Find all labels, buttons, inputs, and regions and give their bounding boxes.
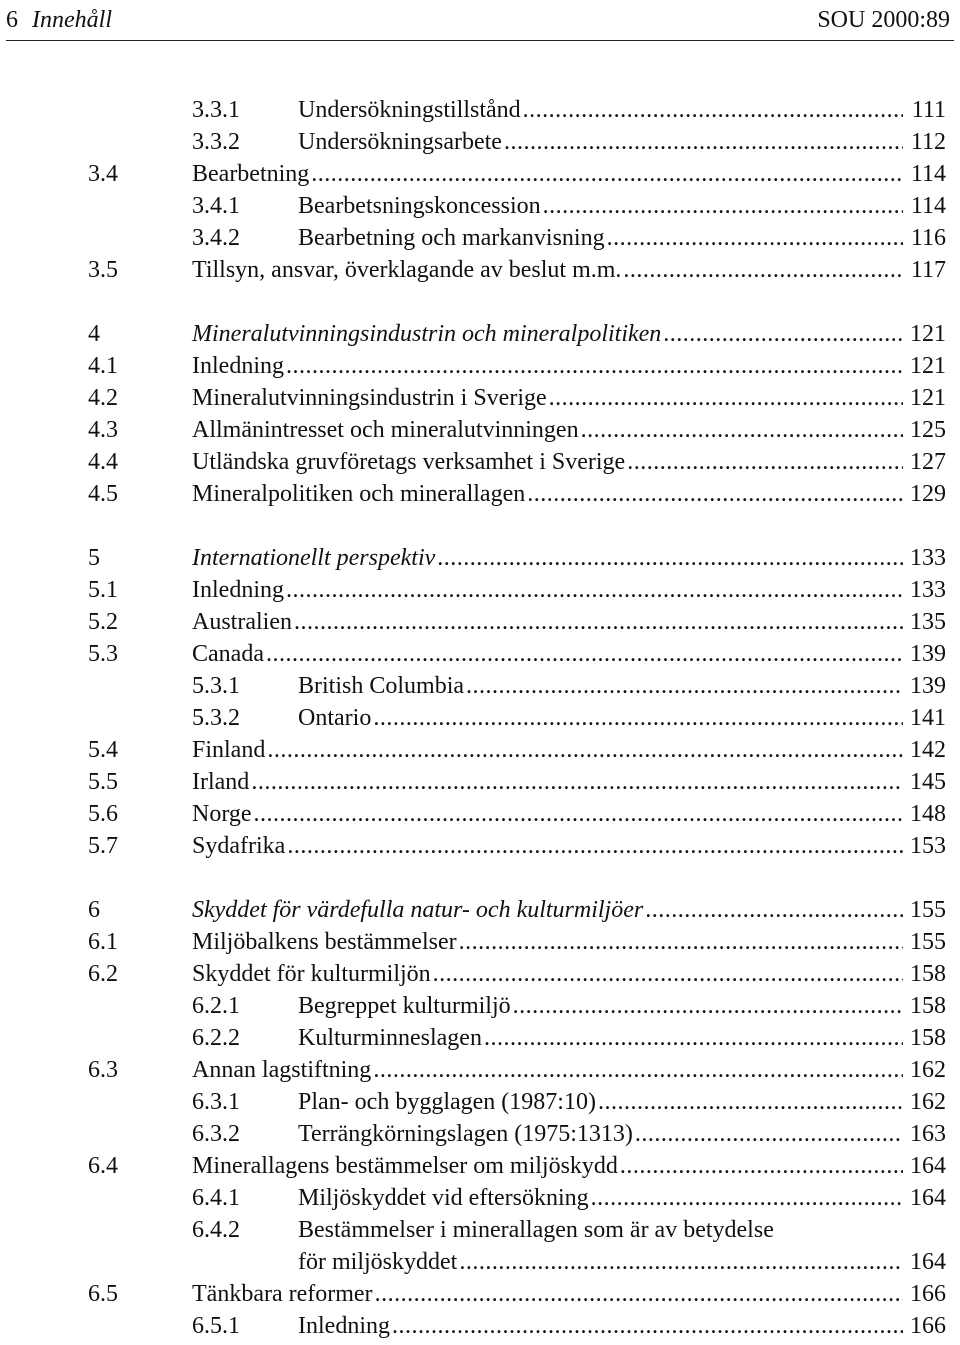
toc-entry-line	[298, 190, 946, 222]
dot-leader	[287, 830, 903, 862]
toc-entry-line	[298, 1118, 946, 1150]
toc-entry[interactable]	[0, 990, 960, 1022]
dot-leader	[466, 670, 903, 702]
dot-leader	[286, 350, 903, 382]
toc-entry-page: 162	[910, 1089, 946, 1115]
toc-entry-line	[192, 382, 946, 414]
dot-leader	[635, 1118, 903, 1150]
toc-entry-page: 112	[910, 129, 946, 155]
toc-entry-line	[298, 1022, 946, 1054]
dot-leader	[251, 766, 903, 798]
toc-entry-page: 166	[910, 1313, 946, 1339]
toc-entry[interactable]	[0, 222, 960, 254]
section-title: Innehåll	[32, 7, 112, 33]
toc-entry-title: Bearbetning	[192, 161, 310, 187]
toc-entry-line	[192, 1150, 946, 1182]
toc-entry-line	[192, 318, 946, 350]
toc-entry[interactable]	[0, 1086, 960, 1118]
toc-entry-page: 153	[910, 833, 946, 859]
toc-entry-line	[192, 1054, 946, 1086]
toc-entry-title: Bearbetning och markanvisning	[298, 225, 605, 251]
dot-leader	[543, 190, 903, 222]
toc-entry-title: Allmänintresset och mineralutvinningen	[192, 417, 579, 443]
dot-leader	[620, 1150, 903, 1182]
toc-entry-number: 6.2	[88, 961, 118, 987]
dot-leader	[513, 990, 903, 1022]
toc-entry-title: British Columbia	[298, 673, 465, 699]
report-id: SOU 2000:89	[817, 7, 950, 33]
toc-entry-number: 6.3	[88, 1057, 118, 1083]
toc-entry[interactable]	[0, 894, 960, 926]
toc-entry[interactable]	[0, 126, 960, 158]
toc-entry-title: Canada	[192, 641, 264, 667]
toc-entry[interactable]	[0, 190, 960, 222]
toc-entry-number: 4.5	[88, 481, 118, 507]
toc-entry-page: 145	[910, 769, 946, 795]
toc-entry-number: 6.4	[88, 1153, 118, 1179]
toc-entry-line	[192, 254, 946, 286]
toc-entry-title: Mineralutvinningsindustrin och mineralpolitiken	[192, 321, 662, 347]
toc-entry-title: Australien	[192, 609, 292, 635]
toc-entry[interactable]	[0, 1054, 960, 1086]
toc-entry-number: 4.3	[88, 417, 118, 443]
toc-entry-page: 114	[910, 161, 946, 187]
toc-entry[interactable]	[0, 830, 960, 862]
toc-entry-title: Utländska gruvföretags verksamhet i Sverige	[192, 449, 626, 475]
toc-entry[interactable]	[0, 318, 960, 350]
toc-entry-line	[192, 638, 946, 670]
toc-entry-line	[192, 414, 946, 446]
toc-entry-page: 155	[910, 897, 946, 923]
toc-entry-page: 129	[910, 481, 946, 507]
toc-entry-title: Bestämmelser i minerallagen som är av betydelse	[298, 1217, 774, 1243]
toc-entry[interactable]	[0, 1182, 960, 1214]
toc-entry-number: 6.5.1	[192, 1313, 240, 1339]
toc-entry-title: Minerallagens bestämmelser om miljöskydd	[192, 1153, 618, 1179]
toc-entry-page: 125	[910, 417, 946, 443]
toc-entry[interactable]	[0, 1246, 960, 1278]
dot-leader	[504, 126, 903, 158]
toc-entry-number: 6.4.1	[192, 1185, 240, 1211]
toc-entry-line	[192, 958, 946, 990]
dot-leader	[294, 606, 903, 638]
toc-entry[interactable]	[0, 670, 960, 702]
toc-entry-number: 4.4	[88, 449, 118, 475]
toc-entry[interactable]	[0, 158, 960, 190]
toc-entry[interactable]	[0, 1118, 960, 1150]
toc-entry-number: 6.2.1	[192, 993, 240, 1019]
dot-leader	[459, 1246, 903, 1278]
toc-entry-number: 5.4	[88, 737, 118, 763]
toc-entry-title: Mineralpolitiken och minerallagen	[192, 481, 526, 507]
toc-entry-page: 166	[910, 1281, 946, 1307]
toc-entry-number: 6	[88, 897, 100, 923]
toc-entry-number: 6.2.2	[192, 1025, 240, 1051]
toc-entry-line	[298, 1086, 946, 1118]
toc-entry[interactable]	[0, 1022, 960, 1054]
toc-entry-title: Undersökningsarbete	[298, 129, 502, 155]
toc-entry[interactable]	[0, 542, 960, 574]
toc-entry-line	[192, 446, 946, 478]
dot-leader	[311, 158, 903, 190]
toc-entry-number: 4.2	[88, 385, 118, 411]
toc-entry-page: 121	[910, 353, 946, 379]
toc-entry-number: 5	[88, 545, 100, 571]
toc-entry-title: Internationellt perspektiv	[192, 545, 436, 571]
toc-entry[interactable]	[0, 734, 960, 766]
toc-entry-page: 116	[910, 225, 946, 251]
toc-entry-line	[192, 798, 946, 830]
header-left	[6, 0, 112, 40]
toc-entry-title: Plan- och bygglagen (1987:10)	[298, 1089, 596, 1115]
toc-entry-number: 3.5	[88, 257, 118, 283]
toc-entry-page: 162	[910, 1057, 946, 1083]
toc-entry-line	[192, 478, 946, 510]
toc-entry-line	[298, 1246, 946, 1278]
toc-entry-line	[298, 702, 946, 734]
dot-leader	[373, 1054, 903, 1086]
toc-entry-number: 5.3	[88, 641, 118, 667]
toc-entry-number: 4	[88, 321, 100, 347]
toc-entry-page: 127	[910, 449, 946, 475]
toc-entry-page: 164	[910, 1185, 946, 1211]
toc-entry-number: 5.3.2	[192, 705, 240, 731]
toc-entry-title: Mineralutvinningsindustrin i Sverige	[192, 385, 547, 411]
dot-leader	[373, 702, 903, 734]
toc-entry-number: 3.4.1	[192, 193, 240, 219]
toc-entry-page: 121	[910, 385, 946, 411]
toc-entry[interactable]	[0, 446, 960, 478]
running-header	[6, 0, 954, 41]
toc-entry[interactable]	[0, 1278, 960, 1310]
toc-entry-number: 5.1	[88, 577, 118, 603]
toc-entry[interactable]	[0, 574, 960, 606]
toc-entry-page: 139	[910, 673, 946, 699]
toc-entry[interactable]	[0, 798, 960, 830]
toc-entry-page: 163	[910, 1121, 946, 1147]
toc-entry-line	[298, 222, 946, 254]
toc-entry-line	[298, 670, 946, 702]
toc-entry-page: 121	[910, 321, 946, 347]
toc-entry-page: 155	[910, 929, 946, 955]
dot-leader	[598, 1086, 903, 1118]
toc-entry[interactable]	[0, 958, 960, 990]
toc-entry-title: Tänkbara reformer	[192, 1281, 373, 1307]
dot-leader	[645, 894, 903, 926]
dot-leader	[623, 254, 903, 286]
dot-leader	[549, 382, 903, 414]
dot-leader	[286, 574, 903, 606]
toc-entry[interactable]	[0, 94, 960, 126]
dot-leader	[254, 798, 903, 830]
toc-entry-number: 5.6	[88, 801, 118, 827]
toc-entry-number: 3.3.2	[192, 129, 240, 155]
page-number: 6	[6, 7, 18, 33]
toc-entry-title: Kulturminneslagen	[298, 1025, 482, 1051]
toc-entry-number: 3.4	[88, 161, 118, 187]
toc-entry[interactable]	[0, 638, 960, 670]
toc-entry-line	[192, 830, 946, 862]
toc-entry-title: Begreppet kulturmiljö	[298, 993, 511, 1019]
dot-leader	[392, 1310, 903, 1342]
toc-entry-page: 139	[910, 641, 946, 667]
toc-entry-number: 5.5	[88, 769, 118, 795]
toc-entry-number: 4.1	[88, 353, 118, 379]
toc-entry[interactable]	[0, 414, 960, 446]
dot-leader	[484, 1022, 903, 1054]
toc-entry-title: Ontario	[298, 705, 372, 731]
toc-entry[interactable]	[0, 254, 960, 286]
toc-entry-line	[192, 766, 946, 798]
toc-entry-line	[192, 574, 946, 606]
toc-entry[interactable]	[0, 606, 960, 638]
toc-entry-number: 5.7	[88, 833, 118, 859]
dot-leader	[581, 414, 903, 446]
toc-entry-line	[298, 990, 946, 1022]
toc-entry-title: Finland	[192, 737, 266, 763]
toc-entry[interactable]	[0, 1310, 960, 1342]
dot-leader	[267, 734, 903, 766]
dot-leader	[607, 222, 903, 254]
toc-entry-page: 133	[910, 577, 946, 603]
toc-entry-page: 164	[910, 1249, 946, 1275]
toc-entry-line	[192, 158, 946, 190]
toc-entry-title: Annan lagstiftning	[192, 1057, 372, 1083]
toc-entry-title: Tillsyn, ansvar, överklagande av beslut m.m.	[192, 257, 622, 283]
toc-entry[interactable]	[0, 1150, 960, 1182]
toc-entry[interactable]	[0, 350, 960, 382]
toc-entry-page: 158	[910, 961, 946, 987]
toc-entry-number: 5.2	[88, 609, 118, 635]
dot-leader	[459, 926, 903, 958]
toc-entry-line	[192, 542, 946, 574]
toc-entry-line	[298, 1310, 946, 1342]
toc-entry-line	[192, 350, 946, 382]
toc-entry-page: 111	[911, 97, 946, 123]
toc-entry-page: 117	[910, 257, 946, 283]
toc-entry-page: 133	[910, 545, 946, 571]
toc-entry-number: 6.4.2	[192, 1217, 240, 1243]
dot-leader	[627, 446, 903, 478]
toc-entry-title: för miljöskyddet	[298, 1249, 458, 1275]
toc-entry[interactable]	[0, 1214, 960, 1246]
toc-entry-title: Skyddet för kulturmiljön	[192, 961, 431, 987]
toc-entry-line	[298, 94, 946, 126]
toc-entry-line	[192, 606, 946, 638]
toc-entry-title: Undersökningstillstånd	[298, 97, 521, 123]
toc-entry-title: Bearbetsningskoncession	[298, 193, 541, 219]
toc-entry-page: 114	[910, 193, 946, 219]
toc-entry-title: Inledning	[192, 353, 284, 379]
toc-entry[interactable]	[0, 382, 960, 414]
dot-leader	[433, 958, 903, 990]
dot-leader	[437, 542, 903, 574]
toc-entry-page: 164	[910, 1153, 946, 1179]
toc-entry-title: Sydafrika	[192, 833, 286, 859]
toc-entry-title: Skyddet för värdefulla natur- och kulturmiljöer	[192, 897, 644, 923]
toc-entry-line	[298, 126, 946, 158]
toc-entry-title: Inledning	[192, 577, 284, 603]
toc-entry-line	[298, 1182, 946, 1214]
toc-entry-line	[192, 734, 946, 766]
toc-entry-title: Norge	[192, 801, 252, 827]
dot-leader	[375, 1278, 903, 1310]
toc-entry-page: 148	[910, 801, 946, 827]
toc-entry-page: 141	[910, 705, 946, 731]
toc-entry-line	[192, 1278, 946, 1310]
toc-entry-page: 142	[910, 737, 946, 763]
dot-leader	[591, 1182, 903, 1214]
toc-entry[interactable]	[0, 702, 960, 734]
dot-leader	[663, 318, 903, 350]
toc-entry-title: Terrängkörningslagen (1975:1313)	[298, 1121, 633, 1147]
toc-entry-number: 6.3.1	[192, 1089, 240, 1115]
toc-entry-line	[192, 926, 946, 958]
toc-entry-number: 5.3.1	[192, 673, 240, 699]
toc-entry-number: 6.5	[88, 1281, 118, 1307]
toc-entry-page: 158	[910, 1025, 946, 1051]
toc-entry-title: Miljöbalkens bestämmelser	[192, 929, 457, 955]
toc-entry[interactable]	[0, 766, 960, 798]
toc-entry-title: Miljöskyddet vid eftersökning	[298, 1185, 589, 1211]
toc-entry-number: 6.1	[88, 929, 118, 955]
toc-entry-page: 158	[910, 993, 946, 1019]
toc-entry-page: 135	[910, 609, 946, 635]
toc-entry-number: 3.3.1	[192, 97, 240, 123]
toc-entry[interactable]	[0, 478, 960, 510]
dot-leader	[266, 638, 903, 670]
dot-leader	[527, 478, 903, 510]
toc-entry-number: 6.3.2	[192, 1121, 240, 1147]
toc-entry-title: Inledning	[298, 1313, 390, 1339]
toc-entry-number: 3.4.2	[192, 225, 240, 251]
toc-entry-title: Irland	[192, 769, 250, 795]
toc-entry[interactable]	[0, 926, 960, 958]
toc-entry-line	[192, 894, 946, 926]
dot-leader	[523, 94, 903, 126]
